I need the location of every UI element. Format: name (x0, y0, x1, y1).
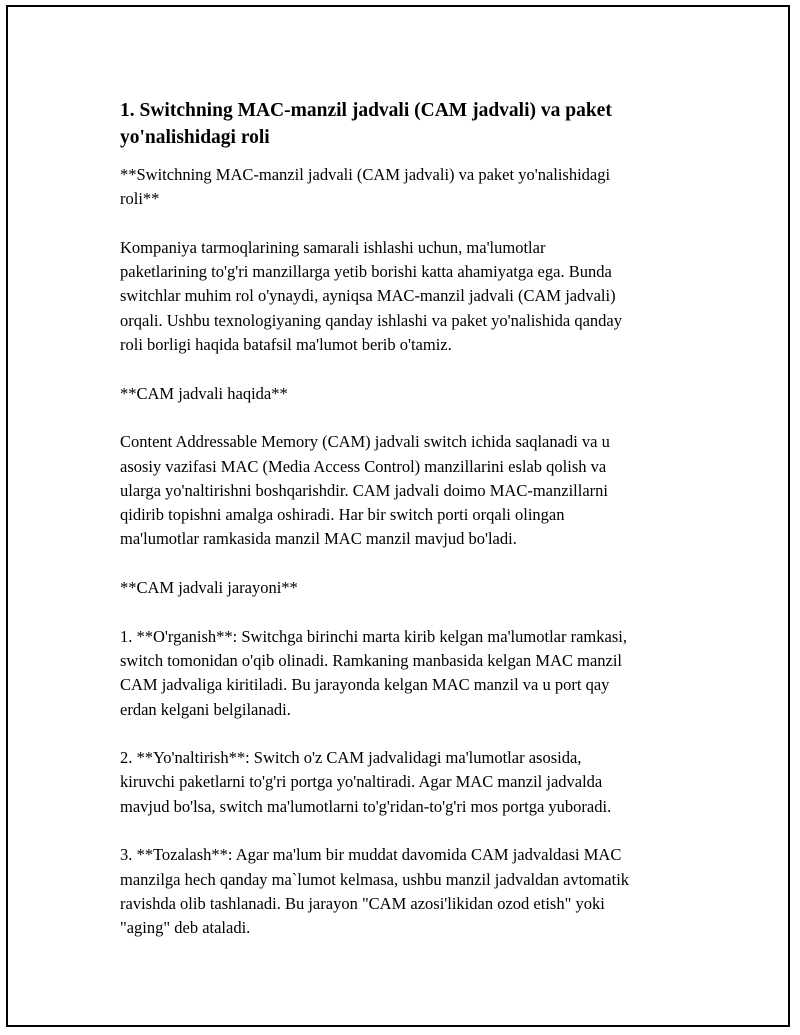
paragraph-bold-heading: **Switchning MAC-manzil jadvali (CAM jadvali) va paket yo'nalishidagi roli** (120, 165, 611, 209)
document-body (120, 97, 700, 941)
paragraph-intro: Kompaniya tarmoqlarining samarali ishlashi uchun, ma'lumotlar paketlarining to'g'ri manzillarga yetib borishi katta ahamiyatga ega. Bunda switchlar muhim rol o'ynaydi, ayniqsa MAC-manzil jadvali (CAM jadvali) orqali. Ushbu texnologiyaning qanday ishlashi va paket yo'nalishida qanday roli borligi haqida batafsil ma'lumot berib o'tamiz. (120, 237, 622, 355)
paragraph-step-aging: 3. **Tozalash**: Agar ma'lum bir muddat davomida CAM jadvaldasi MAC manzilga hech qanday ma`lumot kelmasa, ushbu manzil jadvaldan avtomatik ravishda olib tashlanadi. Bu jarayon "CAM azosi'likidan ozod etish" yoki "aging" deb ataladi. (120, 845, 630, 938)
paragraph-step-forwarding: 2. **Yo'naltirish**: Switch o'z CAM jadvalidagi ma'lumotlar asosida, kiruvchi paketlarni to'g'ri portga yo'naltiradi. Agar MAC manzil jadvalda mavjud bo'lsa, switch ma'lumotlarni to'g'ridan-to'g'ri mos portga yuboradi. (120, 748, 612, 816)
paragraph-cam-description: Content Addressable Memory (CAM) jadvali switch ichida saqlanadi va u asosiy vazifasi MAC (Media Access Control) manzillarini eslab qolish va ularga yo'naltirishni boshqarishdir. CAM jadvali doimo MAC-manzillarni qidirib topishni amalga oshiradi. Har bir switch porti orqali olingan ma'lumotlar ramkasida manzil MAC manzil mavjud bo'ladi. (120, 432, 610, 549)
paragraph-step-learning: 1. **O'rganish**: Switchga birinchi marta kirib kelgan ma'lumotlar ramkasi, switch tomonidan o'qib olinadi. Ramkaning manbasida kelgan MAC manzil CAM jadvaliga kiritiladi. Bu jarayonda kelgan MAC manzil va u port qay erdan kelgani belgilanadi. (120, 626, 627, 719)
paragraph-section-heading: **CAM jadvali haqida** (120, 383, 288, 403)
document-title: 1. Switchning MAC-manzil jadvali (CAM jadvali) va paket yo'nalishidagi roli (120, 100, 612, 148)
paragraph-section-heading: **CAM jadvali jarayoni** (120, 578, 298, 598)
page-frame (6, 5, 790, 1027)
